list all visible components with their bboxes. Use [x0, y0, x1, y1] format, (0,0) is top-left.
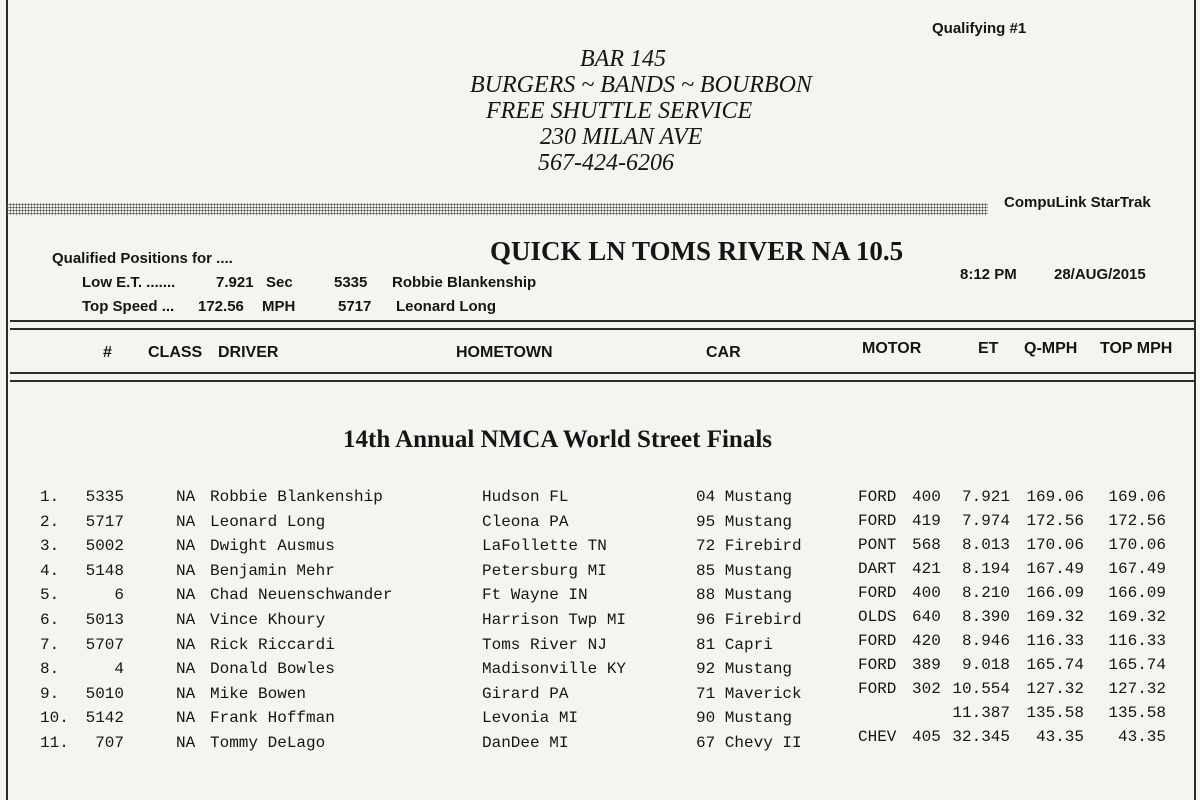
cell-pos: 8. — [40, 660, 60, 678]
cell-qmph: 170.06 — [1026, 536, 1084, 554]
cell-num: 5148 — [85, 562, 124, 580]
cell-cid: 400 — [912, 488, 941, 506]
cell-qmph: 169.06 — [1026, 488, 1084, 506]
cell-driver: Benjamin Mehr — [210, 562, 335, 580]
top-speed-driver: Leonard Long — [396, 298, 496, 315]
cell-driver: Leonard Long — [210, 513, 326, 531]
top-speed-label: Top Speed ... — [82, 298, 175, 315]
cell-top: 167.49 — [1108, 560, 1166, 578]
sponsor-line: BAR 145 — [580, 46, 666, 72]
cell-pos: 10. — [40, 709, 69, 727]
table-row — [0, 728, 1200, 752]
cell-cls: NA — [176, 513, 196, 531]
col-header-motor: MOTOR — [862, 340, 922, 357]
cell-make: FORD — [858, 512, 897, 530]
cell-top: 127.32 — [1108, 680, 1166, 698]
cell-cid: 302 — [912, 680, 941, 698]
cell-top: 165.74 — [1108, 656, 1166, 674]
cell-driver: Robbie Blankenship — [210, 488, 383, 506]
cell-pos: 7. — [40, 636, 60, 654]
cell-make: DART — [858, 560, 897, 578]
cell-cid: 400 — [912, 584, 941, 602]
cell-top: 116.33 — [1108, 632, 1166, 650]
cell-num: 5013 — [85, 611, 124, 629]
cell-et: 8.194 — [961, 560, 1010, 578]
cell-et: 8.390 — [961, 608, 1010, 626]
cell-num: 4 — [114, 660, 124, 678]
cell-et: 10.554 — [952, 680, 1010, 698]
col-header-car: CAR — [706, 344, 741, 361]
cell-car: 67 Chevy II — [696, 734, 802, 752]
cell-top: 169.06 — [1108, 488, 1166, 506]
cell-cid: 421 — [912, 560, 941, 578]
top-speed-unit: MPH — [262, 298, 296, 315]
cell-num: 5142 — [85, 709, 124, 727]
cell-make: PONT — [858, 536, 897, 554]
cell-cls: NA — [176, 734, 196, 752]
cell-car: 95 Mustang — [696, 513, 793, 531]
cell-driver: Rick Riccardi — [210, 636, 335, 654]
cell-cid: 419 — [912, 512, 941, 530]
cell-et: 7.974 — [961, 512, 1010, 530]
cell-hometown: Ft Wayne IN — [482, 586, 588, 604]
cell-top: 169.32 — [1108, 608, 1166, 626]
table-row — [0, 632, 1200, 656]
cell-hometown: Hudson FL — [482, 488, 569, 506]
cell-driver: Mike Bowen — [210, 685, 307, 703]
table-row — [0, 488, 1200, 512]
cell-qmph: 116.33 — [1026, 632, 1084, 650]
cell-num: 707 — [95, 734, 124, 752]
table-row — [0, 584, 1200, 608]
cell-et: 8.210 — [961, 584, 1010, 602]
cell-make: FORD — [858, 488, 897, 506]
cell-car: 96 Firebird — [696, 611, 802, 629]
qualified-label: Qualified Positions for .... — [52, 250, 233, 267]
cell-cls: NA — [176, 586, 196, 604]
cell-top: 43.35 — [1117, 728, 1166, 746]
cell-top: 170.06 — [1108, 536, 1166, 554]
col-header-pos: # — [103, 344, 112, 361]
cell-cls: NA — [176, 488, 196, 506]
cell-top: 172.56 — [1108, 512, 1166, 530]
cell-car: 85 Mustang — [696, 562, 793, 580]
cell-cid: 568 — [912, 536, 941, 554]
sponsor-line: 230 MILAN AVE — [540, 124, 703, 150]
cell-hometown: Levonia MI — [482, 709, 579, 727]
cell-make: OLDS — [858, 608, 897, 626]
cell-qmph: 43.35 — [1035, 728, 1084, 746]
cell-pos: 3. — [40, 537, 60, 555]
cell-cls: NA — [176, 709, 196, 727]
sponsor-line: 567-424-6206 — [538, 150, 674, 176]
table-row — [0, 560, 1200, 584]
cell-driver: Vince Khoury — [210, 611, 326, 629]
cell-cid: 420 — [912, 632, 941, 650]
cell-driver: Frank Hoffman — [210, 709, 335, 727]
cell-car: 04 Mustang — [696, 488, 793, 506]
cell-et: 9.018 — [961, 656, 1010, 674]
cell-car: 92 Mustang — [696, 660, 793, 678]
top-speed-value: 172.56 — [198, 298, 244, 315]
cell-qmph: 167.49 — [1026, 560, 1084, 578]
cell-pos: 1. — [40, 488, 60, 506]
cell-pos: 9. — [40, 685, 60, 703]
table-row — [0, 608, 1200, 632]
cell-make: CHEV — [858, 728, 897, 746]
cell-et: 8.946 — [961, 632, 1010, 650]
cell-cls: NA — [176, 611, 196, 629]
cell-car: 88 Mustang — [696, 586, 793, 604]
divider-top — [10, 320, 1196, 322]
cell-pos: 11. — [40, 734, 69, 752]
cell-make: FORD — [858, 656, 897, 674]
system-name: CompuLink StarTrak — [1004, 194, 1151, 211]
table-row — [0, 680, 1200, 704]
session-label: Qualifying #1 — [932, 20, 1027, 37]
cell-cls: NA — [176, 537, 196, 555]
table-row — [0, 656, 1200, 680]
col-header-hometown: HOMETOWN — [456, 344, 553, 361]
cell-et: 11.387 — [952, 704, 1010, 722]
cell-top: 135.58 — [1108, 704, 1166, 722]
cell-hometown: Harrison Twp MI — [482, 611, 627, 629]
cell-hometown: Toms River NJ — [482, 636, 607, 654]
cell-cls: NA — [176, 636, 196, 654]
low-et-car: 5335 — [334, 274, 368, 291]
col-header-top-mph: TOP MPH — [1100, 340, 1173, 357]
cell-driver: Chad Neuenschwander — [210, 586, 393, 604]
cell-cls: NA — [176, 562, 196, 580]
low-et-unit: Sec — [266, 274, 293, 291]
cell-make: FORD — [858, 584, 897, 602]
cell-num: 5717 — [85, 513, 124, 531]
cell-hometown: Cleona PA — [482, 513, 569, 531]
cell-driver: Donald Bowles — [210, 660, 335, 678]
sponsor-line: FREE SHUTTLE SERVICE — [486, 98, 753, 124]
col-header-qmph: Q-MPH — [1024, 340, 1078, 357]
cell-num: 5335 — [85, 488, 124, 506]
cell-et: 32.345 — [952, 728, 1010, 746]
cell-car: 81 Capri — [696, 636, 773, 654]
cell-hometown: Petersburg MI — [482, 562, 607, 580]
top-speed-car: 5717 — [338, 298, 372, 315]
cell-cid: 640 — [912, 608, 941, 626]
cell-pos: 6. — [40, 611, 60, 629]
table-row — [0, 704, 1200, 728]
meet-title: 14th Annual NMCA World Street Finals — [343, 426, 772, 453]
cell-pos: 2. — [40, 513, 60, 531]
cell-qmph: 165.74 — [1026, 656, 1084, 674]
divider-top-2 — [10, 328, 1196, 330]
cell-make: FORD — [858, 632, 897, 650]
cell-hometown: DanDee MI — [482, 734, 569, 752]
table-row — [0, 536, 1200, 560]
cell-hometown: LaFollette TN — [482, 537, 607, 555]
table-row — [0, 512, 1200, 536]
cell-driver: Dwight Ausmus — [210, 537, 335, 555]
cell-num: 5707 — [85, 636, 124, 654]
event-date: 28/AUG/2015 — [1054, 266, 1146, 283]
divider-bottom — [10, 372, 1196, 374]
cell-make: FORD — [858, 680, 897, 698]
cell-cid: 389 — [912, 656, 941, 674]
low-et-driver: Robbie Blankenship — [392, 274, 537, 291]
sponsor-block — [440, 46, 860, 176]
cell-et: 7.921 — [961, 488, 1010, 506]
cell-car: 71 Maverick — [696, 685, 802, 703]
col-header-driver: DRIVER — [218, 344, 279, 361]
cell-pos: 5. — [40, 586, 60, 604]
cell-hometown: Madisonville KY — [482, 660, 627, 678]
cell-top: 166.09 — [1108, 584, 1166, 602]
cell-qmph: 169.32 — [1026, 608, 1084, 626]
event-time: 8:12 PM — [960, 266, 1017, 283]
cell-hometown: Girard PA — [482, 685, 569, 703]
cell-num: 6 — [114, 586, 124, 604]
low-et-value: 7.921 — [216, 274, 254, 291]
dotted-rule — [6, 203, 988, 215]
low-et-label: Low E.T. ....... — [82, 274, 176, 291]
cell-cls: NA — [176, 660, 196, 678]
cell-driver: Tommy DeLago — [210, 734, 326, 752]
cell-et: 8.013 — [961, 536, 1010, 554]
divider-bottom-2 — [10, 380, 1196, 382]
cell-qmph: 166.09 — [1026, 584, 1084, 602]
cell-qmph: 135.58 — [1026, 704, 1084, 722]
col-header-et: ET — [978, 340, 999, 357]
cell-cid: 405 — [912, 728, 941, 746]
cell-num: 5002 — [85, 537, 124, 555]
cell-car: 90 Mustang — [696, 709, 793, 727]
cell-num: 5010 — [85, 685, 124, 703]
cell-qmph: 127.32 — [1026, 680, 1084, 698]
event-title: QUICK LN TOMS RIVER NA 10.5 — [490, 236, 904, 266]
cell-cls: NA — [176, 685, 196, 703]
col-header-class: CLASS — [148, 344, 203, 361]
cell-car: 72 Firebird — [696, 537, 802, 555]
sponsor-line: BURGERS ~ BANDS ~ BOURBON — [470, 72, 812, 98]
cell-qmph: 172.56 — [1026, 512, 1084, 530]
cell-pos: 4. — [40, 562, 60, 580]
